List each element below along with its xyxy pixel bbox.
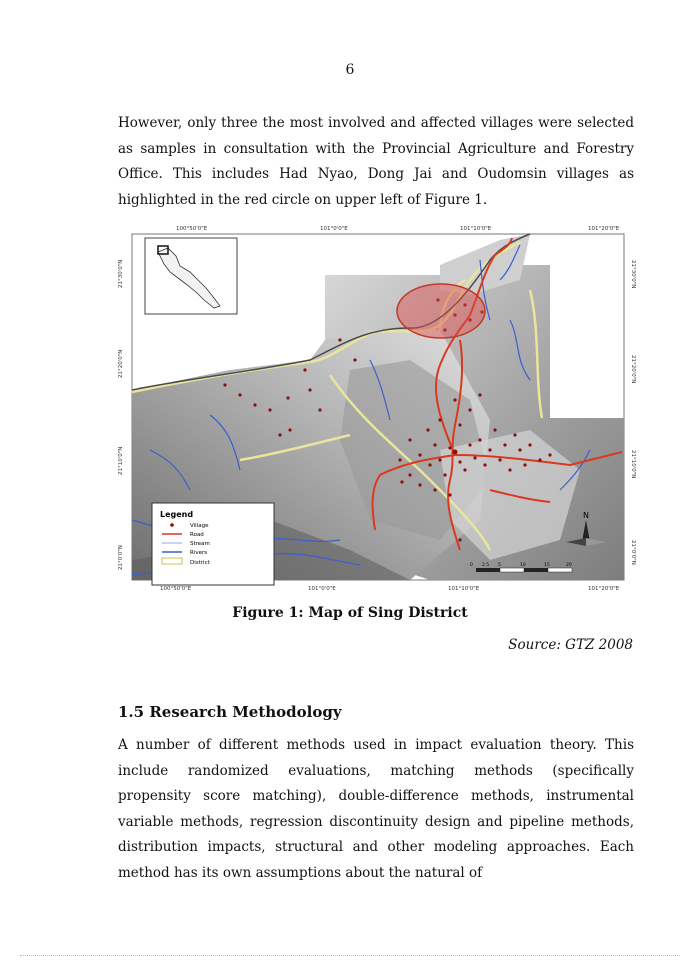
page-bottom-divider [20, 955, 680, 956]
scale-label: 15 [544, 563, 550, 568]
right-tick-label: 21°30'0"N [630, 260, 636, 289]
legend-district-symbol [162, 558, 182, 564]
scale-label: 0 [470, 563, 473, 568]
top-tick-label: 100°50'0"E [176, 226, 208, 232]
legend-village-symbol [170, 523, 174, 527]
legend-rivers-label: Rivers [190, 550, 208, 556]
bottom-tick-label: 101°10'0"E [448, 586, 480, 592]
section-heading: 1.5 Research Methodology [118, 703, 342, 721]
legend [152, 503, 274, 585]
top-tick-label: 101°0'0"E [320, 226, 348, 232]
intro-paragraph: However, only three the most involved and affected villages were selected as samples in consultation with the Provincial Agriculture and Forestry Office. This includes Had Nyao, Dong Jai and Oudomsin villages as highlighted in the red circle on upper left of Figure 1. [118, 115, 634, 208]
figure-caption: Figure 1: Map of Sing District [232, 605, 468, 621]
left-tick-label: 21°0'0"N [118, 545, 124, 570]
sing-district-map [110, 220, 640, 595]
bottom-tick-label: 101°0'0"E [308, 586, 336, 592]
left-tick-label: 21°30'0"N [118, 259, 124, 288]
right-tick-label: 21°10'0"N [630, 450, 636, 479]
north-label: N [583, 511, 589, 520]
page-number: 6 [345, 62, 355, 78]
right-tick-label: 21°0'0"N [630, 540, 636, 565]
highlight-circle [397, 284, 485, 338]
scale-label: 20 [566, 563, 572, 568]
legend-district-label: District [190, 560, 210, 566]
legend-road-label: Road [190, 532, 204, 538]
top-tick-label: 101°10'0"E [460, 226, 492, 232]
inset-map [145, 238, 237, 314]
scale-label: 2.5 [482, 563, 490, 568]
bottom-tick-label: 101°20'0"E [588, 586, 620, 592]
left-tick-label: 21°10'0"N [118, 446, 124, 475]
left-tick-label: 21°20'0"N [118, 349, 124, 378]
figure-source: Source: GTZ 2008 [508, 637, 633, 653]
legend-village-label: Village [190, 523, 209, 529]
scale-label: 5 [498, 563, 501, 568]
scale-label: 10 [520, 563, 526, 568]
top-tick-label: 101°20'0"E [588, 226, 620, 232]
right-tick-label: 21°20'0"N [630, 355, 636, 384]
bottom-tick-label: 100°50'0"E [160, 586, 192, 592]
methodology-paragraph: A number of different methods used in impact evaluation theory. This include randomized evaluations, matching methods (specifically propensity score matching), double-difference methods, instrumental variable methods, regression discontinuity design and pipeline methods, distribution impacts, structural and other modeling approaches. Each method has its own assumptions about the natural of [118, 737, 634, 881]
legend-title: Legend [160, 510, 194, 519]
legend-stream-label: Stream [190, 541, 210, 547]
